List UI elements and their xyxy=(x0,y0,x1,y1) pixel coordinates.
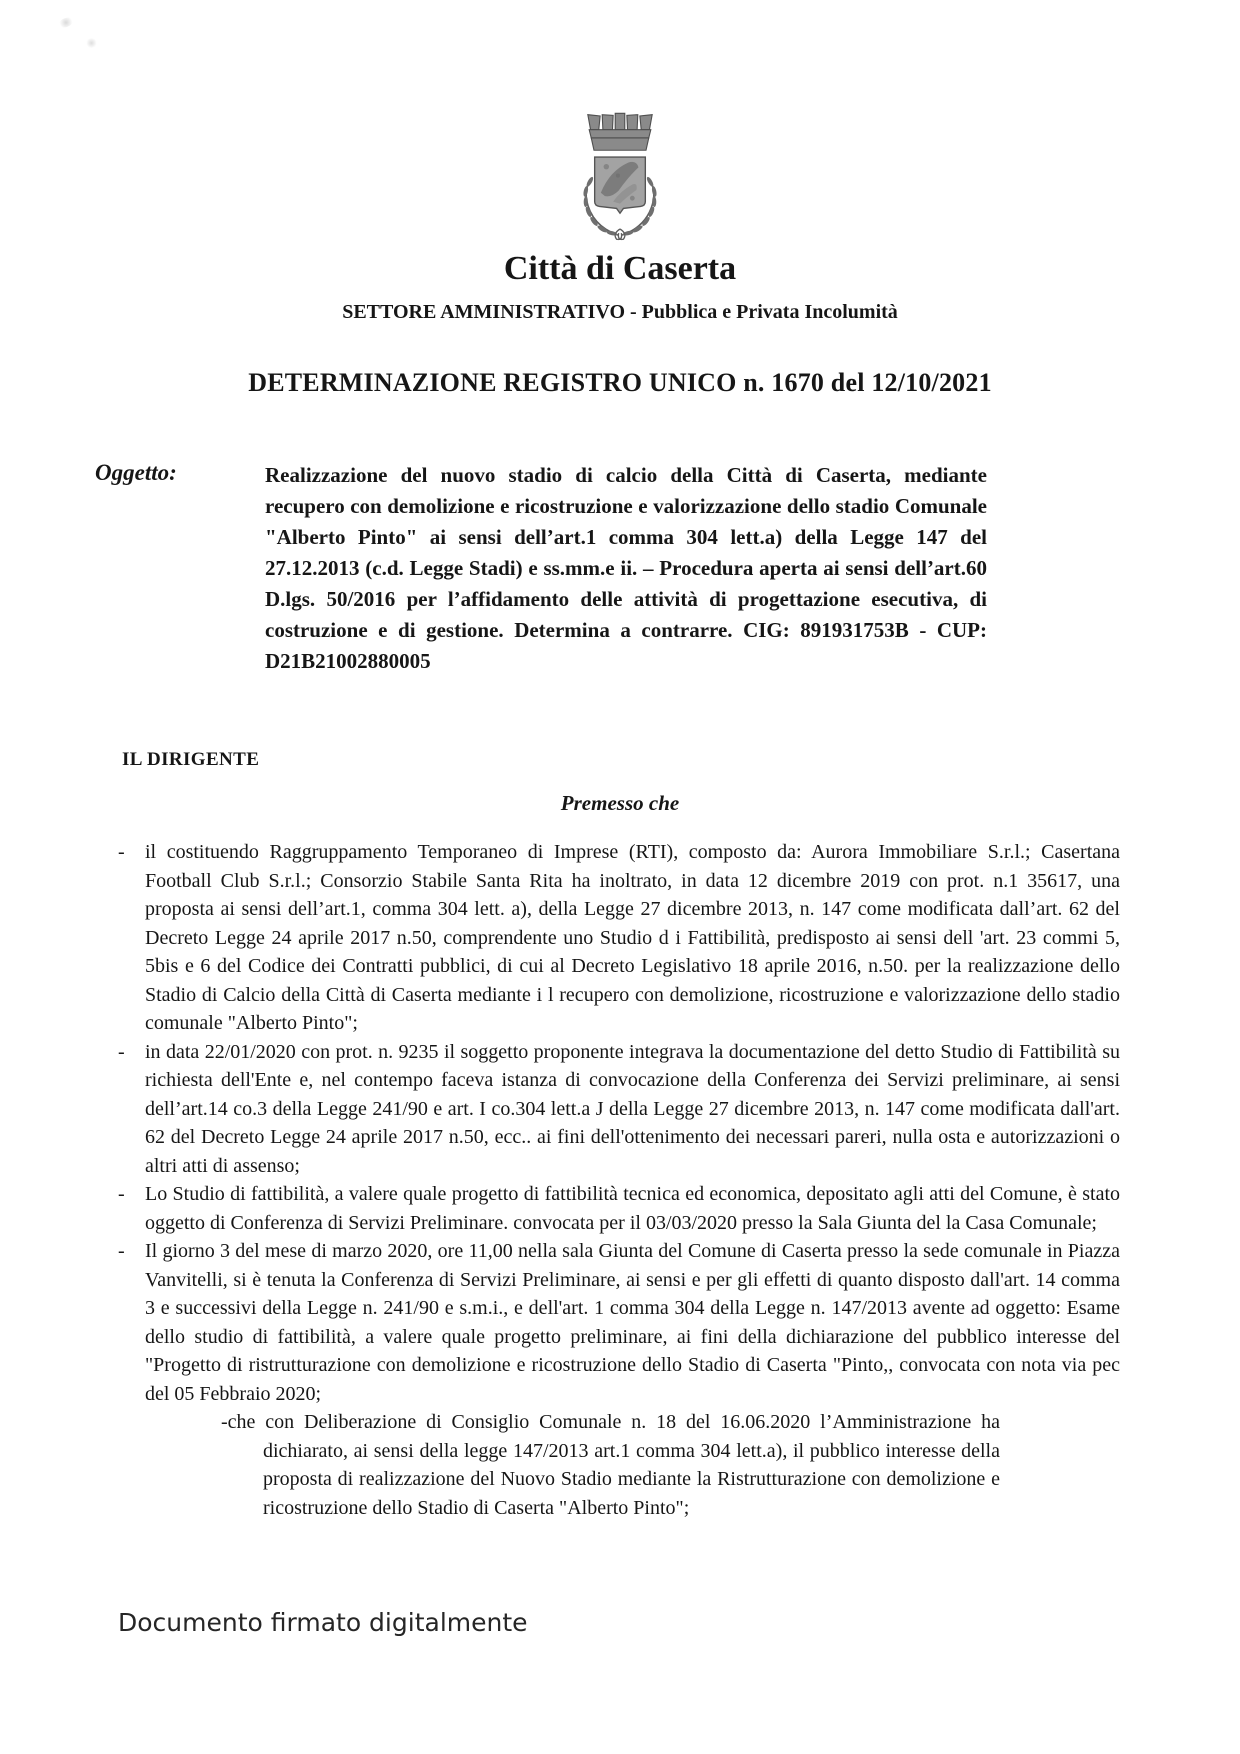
premise-item-text: il costituendo Raggruppamento Temporaneo di Imprese (RTI), composto da: Aurora Immobiliare S.r.l.; Casertana Football Club S.r.l.; Consorzio Stabile Santa Rita ha inoltrato, in data 12 dicembre 2019 con prot. n.1 35617, una proposta ai sensi dell’art.1, comma 304 lett. a), della Legge 27 dicembre 2013, n. 147 come modificata dall’art. 62 del Decreto Legge 24 aprile 2017 n.50, comprendente uno Studio d i Fattibilità, predisposto ai sensi dell 'art. 23 commi 5, 5bis e 6 del Codice dei Contratti pubblici, di cui al Decreto Legislativo 18 aprile 2016, n.50. per la realizzazione dello Stadio di Calcio della Città di Caserta mediante i l recupero con demolizione, ricostruzione e valorizzazione dello stadio comunale "Alberto Pinto"; xyxy=(145,841,1120,1034)
digital-signature-note: Documento firmato digitalmente xyxy=(118,1608,528,1637)
premise-item-text: in data 22/01/2020 con prot. n. 9235 il soggetto proponente integrava la documentazione del detto Studio di Fattibilità su richiesta dell'Ente e, nel contempo faceva istanza di convocazione della Conferenza dei Servizi preliminare, ai sensi dell’art.14 co.3 della Legge 241/90 e art. I co.304 lett.a J della Legge 27 dicembre 2013, n. 147 come modificata dall'art. 62 del Decreto Legge 24 aprile 2017 n.50, ecc.. ai fini dell'ottenimento dei necessari pareri, nulla osta e autorizzazioni o altri atti di assenso; xyxy=(145,1040,1120,1177)
mural-crown-icon xyxy=(588,113,652,150)
scan-smudge xyxy=(86,38,97,48)
determination-heading: DETERMINAZIONE REGISTRO UNICO n. 1670 del 12/10/2021 xyxy=(248,368,992,397)
premise-list xyxy=(118,838,1120,1522)
oggetto-text: Realizzazione del nuovo stadio di calcio della Città di Caserta, mediante recupero con demolizione e ricostruzione e valorizzazione dello stadio Comunale "Alberto Pinto" ai sensi dell’art.1 comma 304 lett.a) della Legge 147 del 27.12.2013 (c.d. Legge Stadi) e ss.mm.e ii. – Procedura aperta ai sensi dell’art.60 D.lgs. 50/2016 per l’affidamento delle attività di progettazione esecutiva, di costruzione e di gestione. Determina a contrarre. CIG: 891931753B - CUP: D21B21002880005 xyxy=(265,463,987,673)
city-title: Città di Caserta xyxy=(503,250,737,287)
premise-item-text: Lo Studio di fattibilità, a valere quale progetto di fattibilità tecnica ed economica, depositato agli atti del Comune, è stato oggetto di Conferenza di Servizi Preliminare. convocata per il 03/03/2020 presso la Sala Giunta del la Casa Comunale; xyxy=(145,1183,1120,1234)
list-item xyxy=(118,1237,1120,1408)
premise-item-text: Il giorno 3 del mese di marzo 2020, ore 11,00 nella sala Giunta del Comune di Caserta presso la sede comunale in Piazza Vanvitelli, si è tenuta la Conferenza di Servizi Preliminare, ai sensi e per gli effetti di quanto disposto dall'art. 14 comma 3 e successivi della Legge n. 241/90 e s.m.i., e dell'art. 1 comma 304 della Legge n. 147/2013 avente ad oggetto: Esame dello studio di fattibilità, a valere quale progetto preliminare, ai fini della dichiarazione del pubblico interesse del "Progetto di ristrutturazione con demolizione e ricostruzione dello Stadio di Caserta "Pinto,, convocata con nota via pec del 05 Febbraio 2020; xyxy=(145,1240,1120,1405)
oggetto-label: Oggetto: xyxy=(95,460,177,485)
department-line: SETTORE AMMINISTRATIVO - Pubblica e Privata Incolumità xyxy=(342,301,898,323)
bullet-dash: - xyxy=(118,1040,125,1063)
caserta-coat-of-arms-icon xyxy=(551,90,689,242)
list-item xyxy=(118,1180,1120,1237)
bullet-dash: - xyxy=(118,1183,125,1205)
document-header xyxy=(0,0,1240,324)
oggetto-section xyxy=(95,460,1240,677)
list-item xyxy=(118,838,1120,1038)
list-item xyxy=(118,1038,1120,1181)
bullet-dash: - xyxy=(118,841,125,863)
premise-heading: Premesso che xyxy=(560,791,680,815)
role-heading: IL DIRIGENTE xyxy=(122,749,260,770)
closing-item: -che con Deliberazione di Consiglio Comunale n. 18 del 16.06.2020 l’Amministrazione ha dichiarato, ai sensi della legge 147/2013 art.1 comma 304 lett.a), il pubblico interesse della proposta di realizzazione del Nuovo Stadio mediante la Ristrutturazione con demolizione e ricostruzione dello Stadio di Caserta "Alberto Pinto"; xyxy=(221,1411,1000,1519)
bullet-dash: - xyxy=(118,1240,125,1262)
shield-icon xyxy=(595,157,646,213)
